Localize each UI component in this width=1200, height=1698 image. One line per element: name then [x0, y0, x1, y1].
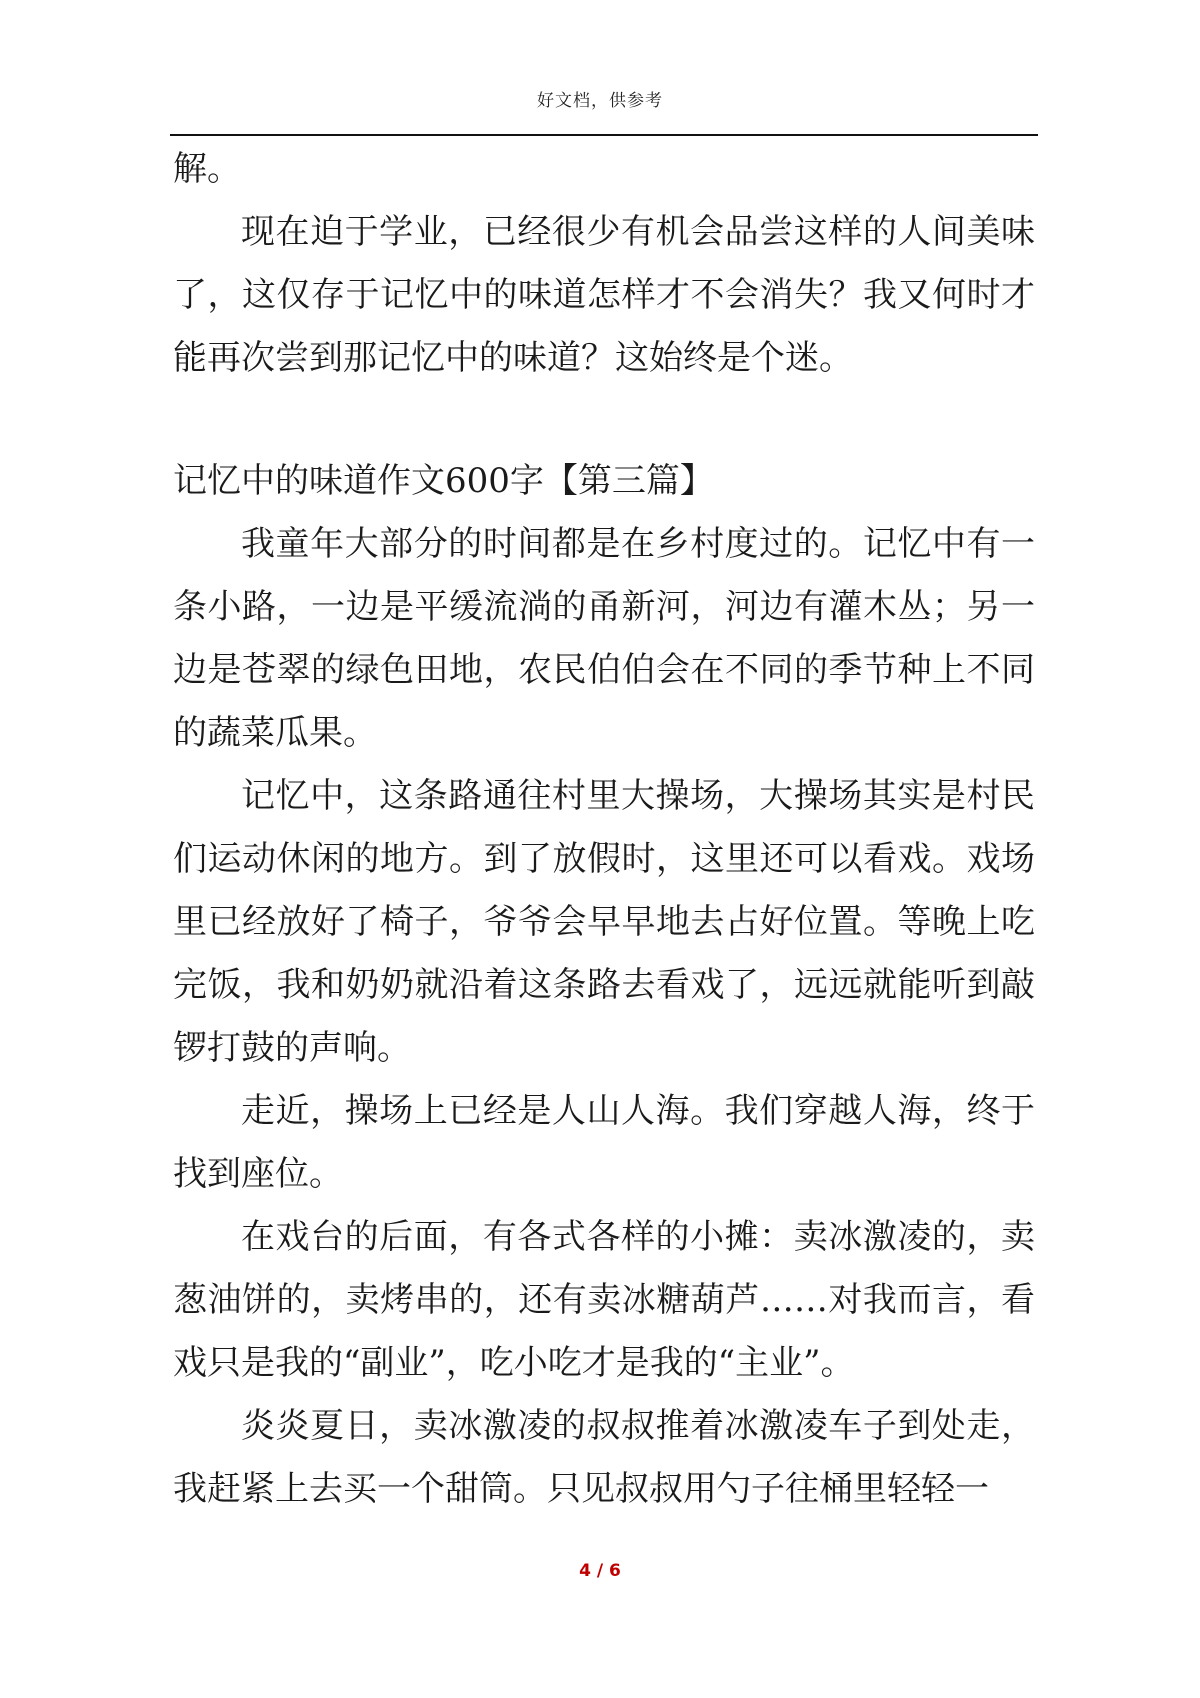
section-gap: [173, 390, 1035, 450]
page-header: 好文档，供参考: [537, 91, 663, 111]
paragraph: 我童年大部分的时间都是在乡村度过的。记忆中有一条小路，一边是平缓流淌的甬新河，河边有灌木丛；另一边是苍翠的绿色田地，农民伯伯会在不同的季节种上不同的蔬菜瓜果。: [173, 524, 1035, 753]
page-number: 4 / 6: [579, 1561, 621, 1581]
paragraph: 现在迫于学业，已经很少有机会品尝这样的人间美味了，这仅存于记忆中的味道怎样才不会消失？我又何时才能再次尝到那记忆中的味道？这始终是个迷。: [173, 212, 1035, 378]
paragraph-continuation: 解。: [173, 149, 241, 189]
header-divider: [170, 134, 1038, 136]
paragraph: 走近，操场上已经是人山人海。我们穿越人海，终于找到座位。: [173, 1091, 1035, 1194]
paragraph: 记忆中，这条路通往村里大操场，大操场其实是村民们运动休闲的地方。到了放假时，这里还可以看戏。戏场里已经放好了椅子，爷爷会早早地去占好位置。等晚上吃完饭，我和奶奶就沿着这条路去看戏了，远远就能听到敲锣打鼓的声响。: [173, 776, 1035, 1068]
paragraph: 炎炎夏日，卖冰激凌的叔叔推着冰激凌车子到处走，我赶紧上去买一个甜筒。只见叔叔用勺子往桶里轻轻一: [173, 1406, 1035, 1509]
paragraph: 在戏台的后面，有各式各样的小摊：卖冰激凌的，卖葱油饼的，卖烤串的，还有卖冰糖葫芦……对我而言，看戏只是我的“副业”，吃小吃才是我的“主业”。: [173, 1217, 1035, 1383]
document-body: [173, 138, 1035, 1521]
section-title: 记忆中的味道作文600字【第三篇】: [173, 461, 714, 501]
